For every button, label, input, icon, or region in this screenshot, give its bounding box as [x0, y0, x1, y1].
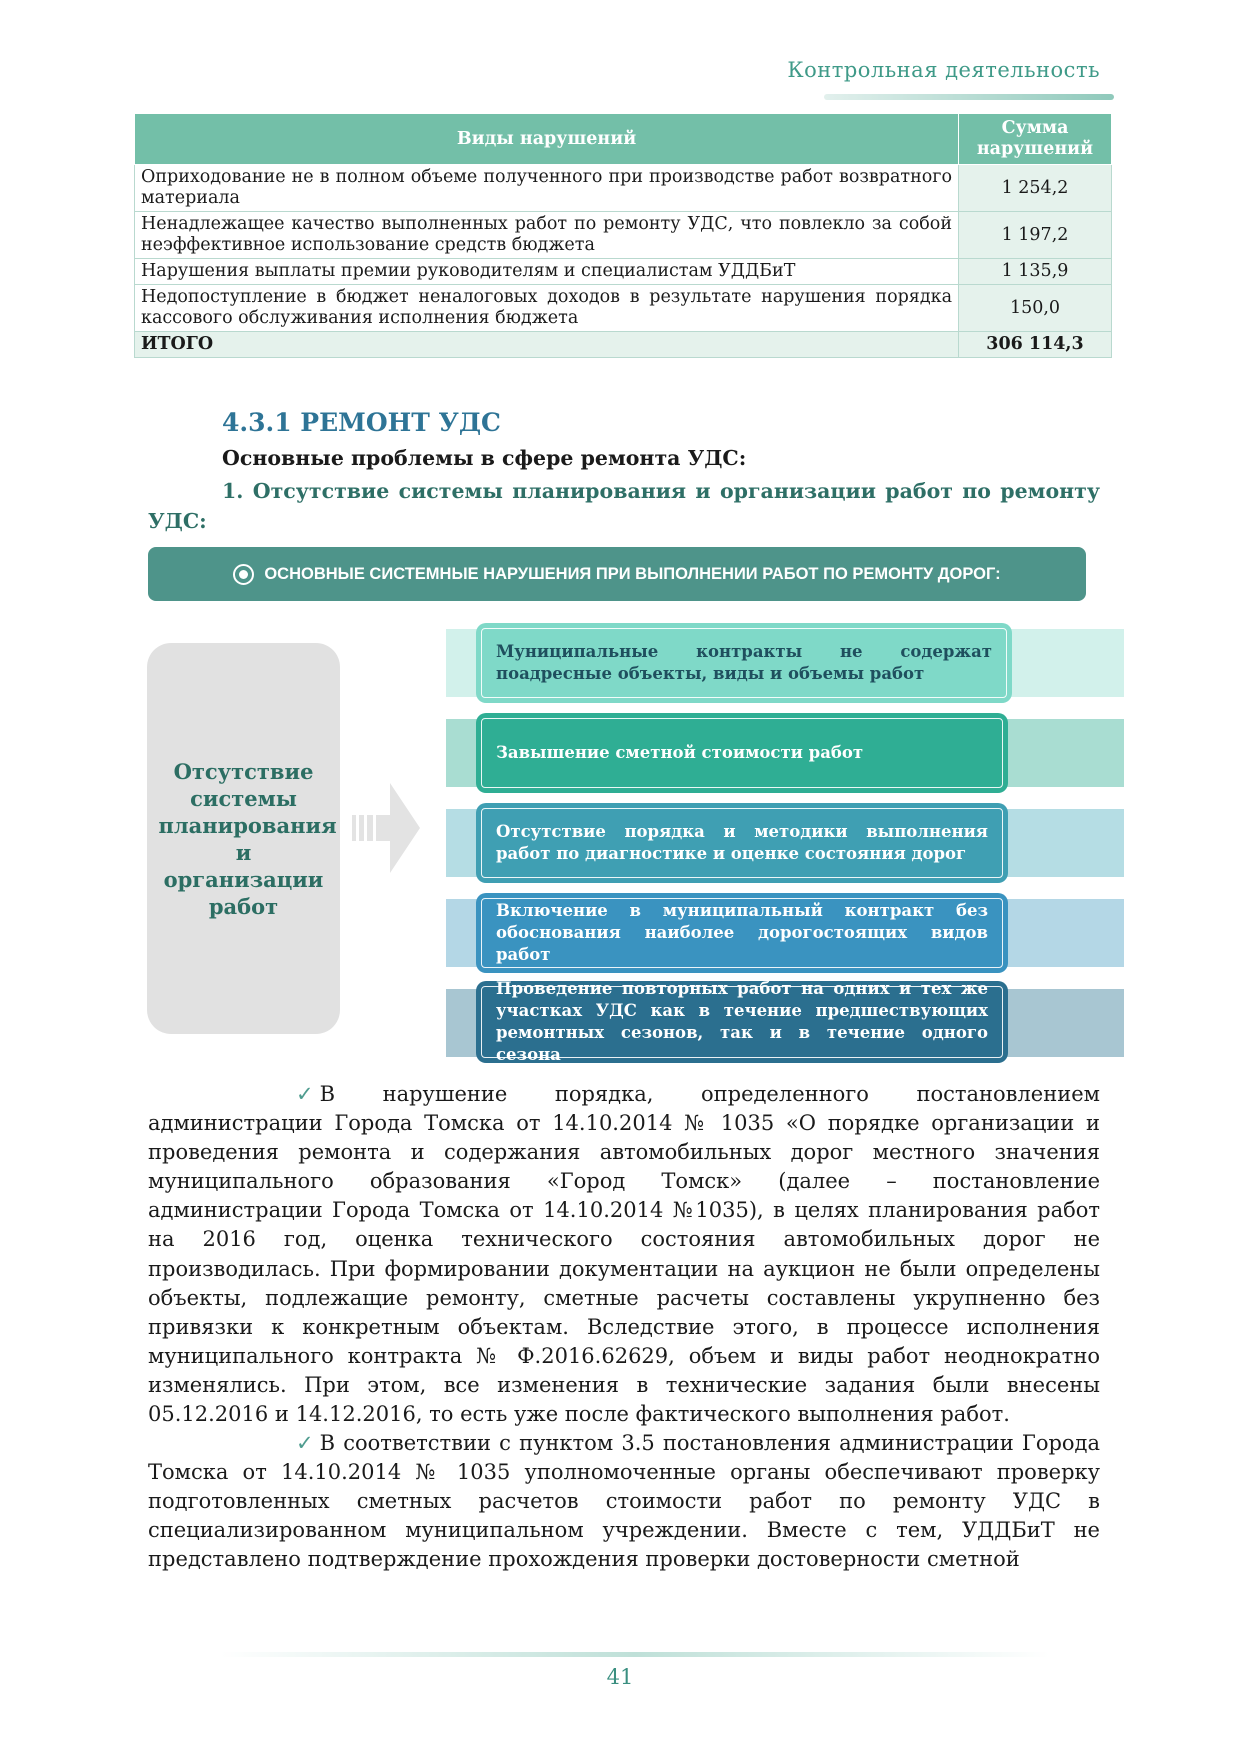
section-subtitle: Основные проблемы в сфере ремонта УДС:: [222, 446, 747, 470]
table-header-row: [135, 114, 1112, 165]
diagram-banner: [148, 547, 1086, 601]
violation-item: [476, 803, 1008, 883]
checkmark-icon: ✓: [296, 1082, 314, 1106]
table-total-row: [135, 332, 1112, 358]
violation-item: [476, 713, 1008, 793]
cause-box: [147, 643, 340, 1034]
violation-item: [476, 623, 1012, 703]
body-paragraph-text: В соответствии с пунктом 3.5 постановления администрации Города Томска от 14.10.2014 № 1035 уполномоченные органы обеспечивают проверку подготовленных сметных расчетов стоимости работ по ремонту УДС в специализированном муниципальном учреждении. Вместе с тем, УДДБиТ не представлено подтверждение прохождения проверки достоверности сметной: [148, 1431, 1100, 1572]
checkmark-icon: ✓: [296, 1431, 314, 1455]
target-icon: [233, 564, 254, 585]
table-header-types: Виды нарушений: [135, 114, 959, 165]
violation-item-text: Проведение повторных работ на одних и тех же участках УДС как в течение предшествующих ремонтных сезонов, так и в течение одного сезона: [496, 979, 988, 1064]
footer-divider: [220, 1652, 1050, 1657]
section-title: 4.3.1 РЕМОНТ УДС: [222, 408, 501, 437]
table-cell-amount: 1 254,2: [959, 165, 1112, 212]
table-row: [135, 285, 1112, 332]
violation-item-text: Отсутствие порядка и методики выполнения работ по диагностике и оценке состояния дорог: [496, 822, 988, 863]
table-row: [135, 212, 1112, 259]
table-header-sum: Сумма нарушений: [959, 114, 1112, 165]
violations-table: [134, 113, 1112, 358]
body-paragraph: [148, 1080, 1100, 1429]
table-total-amount: 306 114,3: [959, 332, 1112, 358]
arrow-right-icon: [352, 783, 420, 873]
table-row: [135, 165, 1112, 212]
problem-heading: 1. Отсутствие системы планирования и организации работ по ремонту УДС:: [148, 479, 1100, 533]
diagram-banner-text: ОСНОВНЫЕ СИСТЕМНЫЕ НАРУШЕНИЯ ПРИ ВЫПОЛНЕНИИ РАБОТ ПО РЕМОНТУ ДОРОГ:: [264, 564, 1001, 583]
violation-item: [476, 893, 1008, 973]
violation-item-text: Завышение сметной стоимости работ: [496, 743, 864, 762]
header-divider: [824, 94, 1114, 100]
table-cell-violation: Оприходование не в полном объеме полученного при производстве работ возвратного материала: [135, 165, 959, 212]
table-cell-amount: 150,0: [959, 285, 1112, 332]
body-paragraph-text: В нарушение порядка, определенного постановлением администрации Города Томска от 14.10.2014 № 1035 «О порядке организации и проведения ремонта и содержания автомобильных дорог местного значения муниципального образования «Город Томск» (далее – постановление администрации Города Томска от 14.10.2014 №1035), в целях планирования работ на 2016 год, оценка технического состояния автомобильных дорог не производилась. При формировании документации на аукцион не были определены объекты, подлежащие ремонту, сметные расчеты составлены укрупненно без привязки к конкретным объектам. Вследствие этого, в процессе исполнения муниципального контракта № Ф.2016.62629, объем и виды работ неоднократно изменялись. При этом, все изменения в технические задания были внесены 05.12.2016 и 14.12.2016, то есть уже после фактического выполнения работ.: [148, 1082, 1100, 1427]
table-cell-violation: Ненадлежащее качество выполненных работ по ремонту УДС, что повлекло за собой неэффективное использование средств бюджета: [135, 212, 959, 259]
table-cell-violation: Недопоступление в бюджет неналоговых доходов в результате нарушения порядка кассового обслуживания исполнения бюджета: [135, 285, 959, 332]
violation-item: [476, 981, 1008, 1063]
body-paragraph: [148, 1429, 1100, 1574]
page-number: 41: [606, 1665, 634, 1689]
table-cell-violation: Нарушения выплаты премии руководителям и специалистам УДДБиТ: [135, 259, 959, 285]
table-total-label: ИТОГО: [135, 332, 959, 358]
running-header: Контрольная деятельность: [787, 58, 1100, 82]
table-row: [135, 259, 1112, 285]
cause-text: Отсутствие системы планирования и организации работ: [158, 758, 337, 919]
table-cell-amount: 1 197,2: [959, 212, 1112, 259]
violation-item-text: Включение в муниципальный контракт без обоснования наиболее дорогостоящих видов работ: [496, 901, 988, 964]
violation-item-text: Муниципальные контракты не содержат поадресные объекты, виды и объемы работ: [496, 642, 992, 683]
table-cell-amount: 1 135,9: [959, 259, 1112, 285]
